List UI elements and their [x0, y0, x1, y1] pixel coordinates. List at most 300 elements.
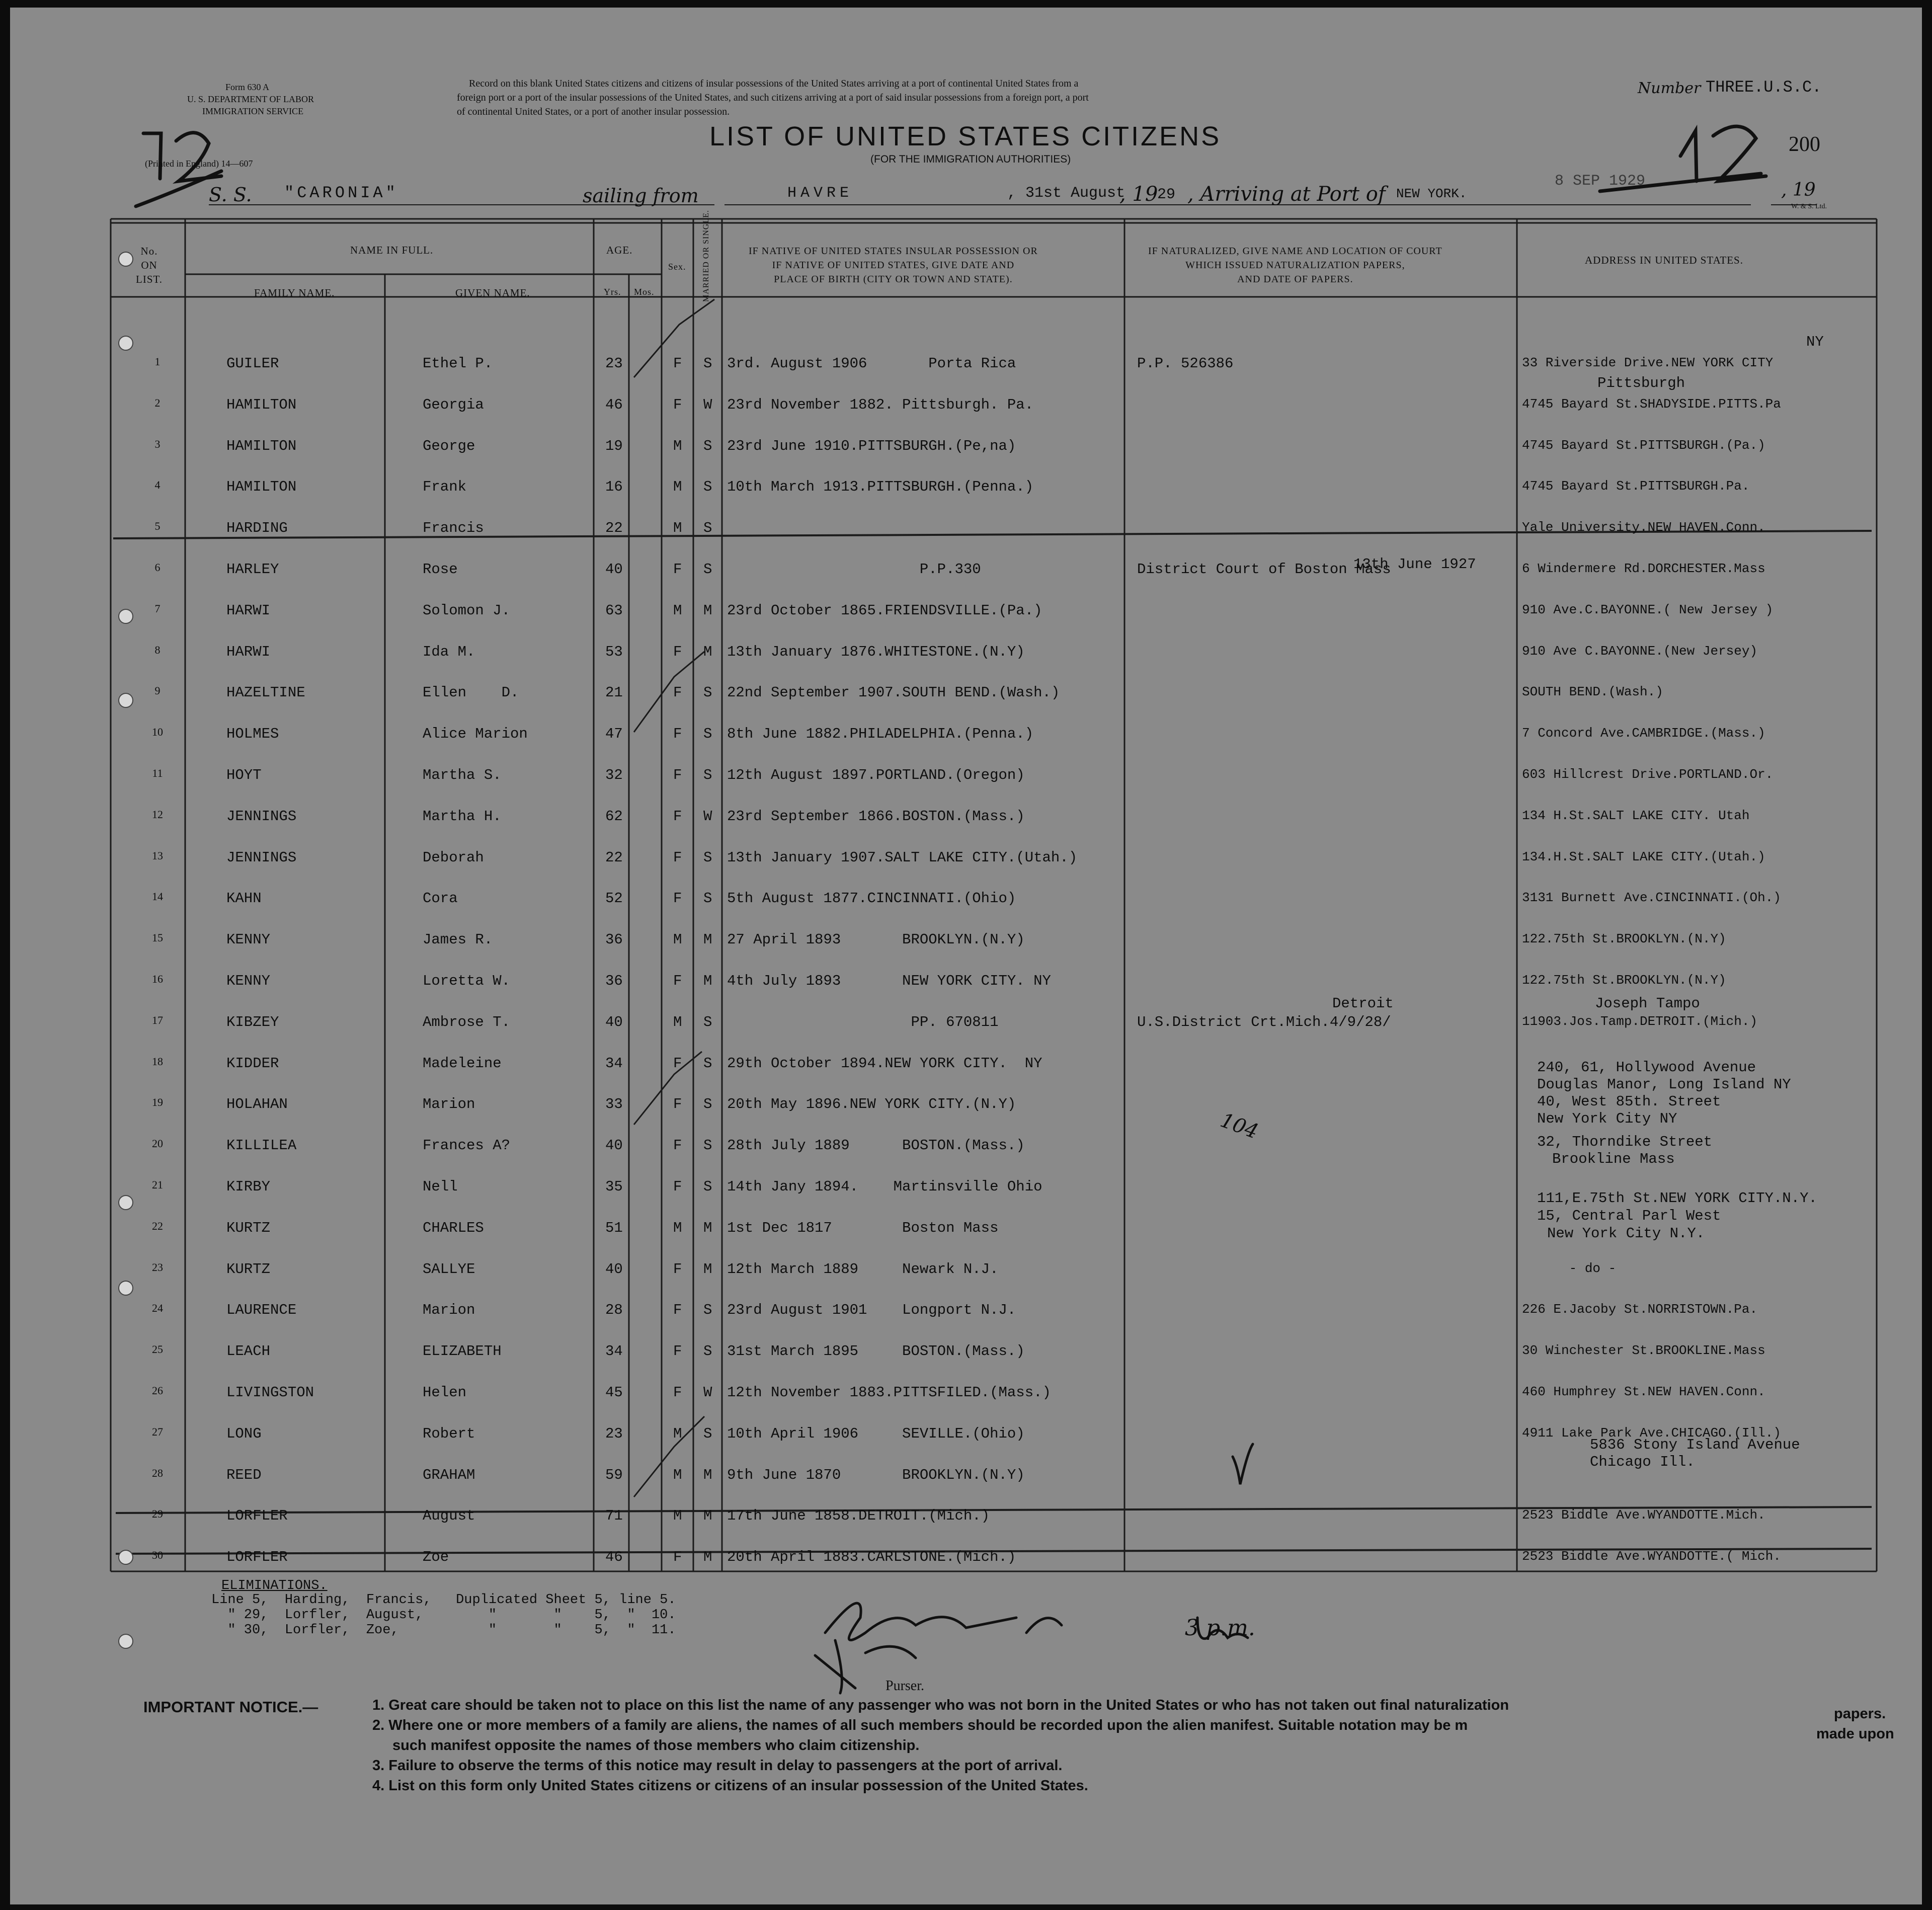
- annotation: New York City N.Y.: [1547, 1225, 1705, 1242]
- cell-no: 26: [152, 1384, 163, 1397]
- cell-sex: F: [673, 355, 682, 372]
- printed-note: (Printed in England) 14—607: [145, 158, 253, 169]
- cell-ms: M: [703, 643, 712, 660]
- cell-sex: F: [673, 1343, 682, 1360]
- cell-sex: F: [673, 1384, 682, 1401]
- cell-family: HARDING: [226, 520, 288, 537]
- cell-given: Zoe: [423, 1549, 449, 1566]
- cell-ms: S: [703, 1425, 712, 1442]
- cell-age: 62: [605, 808, 623, 825]
- notice-overflow: papers.: [1834, 1706, 1886, 1722]
- annotation: 15, Central Parl West: [1537, 1208, 1721, 1224]
- cell-birth: 13th January 1876.WHITESTONE.(N.Y): [727, 643, 1025, 660]
- cell-ms: S: [703, 1055, 712, 1072]
- cell-address: 226 E.Jacoby St.NORRISTOWN.Pa.: [1522, 1302, 1758, 1317]
- cell-ms: S: [703, 355, 712, 372]
- page-subtitle: (FOR THE IMMIGRATION AUTHORITIES): [870, 153, 1071, 165]
- cell-age: 40: [605, 561, 623, 578]
- cell-no: 14: [152, 890, 163, 903]
- punch-hole: [118, 1195, 133, 1210]
- cell-given: Nell: [423, 1178, 458, 1195]
- cell-address: SOUTH BEND.(Wash.): [1522, 684, 1663, 700]
- cell-natur: District Court of Boston Mass: [1137, 561, 1391, 578]
- cell-address: 910 Ave C.BAYONNE.(New Jersey): [1522, 643, 1758, 659]
- cell-given: ELIZABETH: [423, 1343, 502, 1360]
- cell-ms: S: [703, 561, 712, 578]
- cell-family: KENNY: [226, 931, 271, 948]
- cell-sex: F: [673, 973, 682, 989]
- cell-family: LIVINGSTON: [226, 1384, 314, 1401]
- cell-given: Helen: [423, 1384, 467, 1401]
- cell-ms: S: [703, 726, 712, 743]
- cell-sex: F: [673, 1549, 682, 1566]
- cell-birth: 22nd September 1907.SOUTH BEND.(Wash.): [727, 684, 1060, 701]
- cell-address: 122.75th St.BROOKLYN.(N.Y): [1522, 973, 1726, 988]
- notice-label: IMPORTANT NOTICE.—: [143, 1698, 318, 1716]
- cell-address: - do -: [1522, 1260, 1617, 1276]
- annotation: 40, West 85th. Street: [1537, 1093, 1721, 1110]
- cell-family: HOLMES: [226, 726, 279, 743]
- cell-age: 51: [605, 1219, 623, 1236]
- annotation: 104: [1217, 1108, 1261, 1144]
- cell-sex: F: [673, 643, 682, 660]
- cell-ms: S: [703, 1096, 712, 1113]
- cell-given: James R.: [423, 931, 493, 948]
- cell-ms: M: [703, 1466, 712, 1483]
- cell-age: 45: [605, 1384, 623, 1401]
- cell-ms: S: [703, 479, 712, 496]
- header-no-on-list: No. ON LIST.: [136, 245, 163, 285]
- cell-no: 23: [152, 1260, 163, 1274]
- cell-birth: 9th June 1870 BROOKLYN.(N.Y): [727, 1466, 1025, 1483]
- header-name-in-full: NAME IN FULL.: [350, 244, 434, 256]
- cell-no: 13: [152, 849, 163, 862]
- cell-ms: S: [703, 767, 712, 783]
- cell-no: 3: [154, 437, 160, 450]
- cell-sex: F: [673, 767, 682, 783]
- annotation: Douglas Manor, Long Island NY: [1537, 1076, 1791, 1093]
- header-family-name: FAMILY NAME.: [254, 287, 335, 299]
- header-years: Yrs.: [604, 287, 621, 297]
- cell-given: Loretta W.: [423, 973, 511, 989]
- cell-given: Ethel P.: [423, 355, 493, 372]
- cell-family: LAURENCE: [226, 1302, 297, 1319]
- cell-age: 71: [605, 1507, 623, 1525]
- cell-given: Francis: [423, 520, 484, 537]
- cell-age: 46: [605, 1549, 623, 1566]
- header-months: Mos.: [634, 287, 655, 297]
- cell-age: 23: [605, 355, 623, 372]
- cell-sex: M: [673, 437, 682, 454]
- page-number: 200: [1789, 133, 1820, 156]
- cell-age: 52: [605, 890, 623, 907]
- cell-no: 17: [152, 1013, 163, 1026]
- cell-sex: M: [673, 1507, 682, 1525]
- cell-family: HAMILTON: [226, 396, 297, 413]
- cell-family: LORFLER: [226, 1507, 288, 1525]
- cell-ms: M: [703, 1260, 712, 1278]
- cell-ms: S: [703, 520, 712, 537]
- cell-ms: S: [703, 1343, 712, 1360]
- notice-item: such manifest opposite the names of those members who claim citizenship.: [392, 1737, 920, 1754]
- cell-no: 18: [152, 1055, 163, 1068]
- cell-family: HARWI: [226, 643, 271, 660]
- record-instruction-1: Record on this blank United States citizens and citizens of insular possessions of the United States arriving at a port of continental United States from a: [469, 78, 1079, 89]
- cell-given: Cora: [423, 890, 458, 907]
- date-stamp: 8 SEP 1929: [1555, 173, 1646, 190]
- punch-hole: [118, 1634, 133, 1649]
- cell-given: Robert: [423, 1425, 475, 1442]
- cell-birth: 17th June 1858.DETROIT.(Mich.): [727, 1507, 990, 1525]
- eliminations-line: " 29, Lorfler, August, " " 5, " 10.: [211, 1608, 676, 1623]
- cell-address: 122.75th St.BROOKLYN.(N.Y): [1522, 931, 1726, 947]
- annotation: Joseph Tampo: [1595, 995, 1700, 1012]
- cell-age: 36: [605, 973, 623, 989]
- cell-given: Madeleine: [423, 1055, 502, 1072]
- cell-given: Frances A?: [423, 1137, 511, 1154]
- cell-given: Georgia: [423, 396, 484, 413]
- cell-birth: 12th August 1897.PORTLAND.(Oregon): [727, 767, 1025, 783]
- cell-family: KIBZEY: [226, 1013, 279, 1030]
- annotation: Pittsburgh: [1597, 375, 1685, 391]
- cell-no: 22: [152, 1219, 163, 1232]
- header-native: IF NATIVE OF UNITED STATES INSULAR POSSESSION OR IF NATIVE OF UNITED STATES, GIVE DATE AND PLACE OF BIRTH (CITY OR TOWN AND STATE).: [749, 246, 1038, 285]
- cell-age: 40: [605, 1137, 623, 1154]
- header-sex: Sex.: [668, 262, 686, 272]
- cell-no: 19: [152, 1096, 163, 1109]
- year-suffix: , 19: [1781, 180, 1816, 200]
- cell-family: HAMILTON: [226, 479, 297, 496]
- cell-given: Ellen D.: [423, 684, 519, 701]
- cell-no: 24: [152, 1302, 163, 1315]
- cell-given: GRAHAM: [423, 1466, 475, 1483]
- cell-birth: 20th April 1883.CARLSTONE.(Mich.): [727, 1549, 1016, 1566]
- annotation: Chicago Ill.: [1590, 1454, 1695, 1470]
- cell-sex: F: [673, 1055, 682, 1072]
- cell-given: Frank: [423, 479, 467, 496]
- cell-sex: M: [673, 1425, 682, 1442]
- cell-no: 4: [154, 479, 160, 492]
- notice-item: 2. Where one or more members of a family are aliens, the names of all such members should be recorded upon the alien manifest. Suitable notation may be m: [372, 1717, 1468, 1733]
- cell-birth: 1st Dec 1817 Boston Mass: [727, 1219, 999, 1236]
- cell-age: 21: [605, 684, 623, 701]
- notice-item: 3. Failure to observe the terms of this notice may result in delay to passengers at the port of arrival.: [372, 1758, 1063, 1774]
- cell-ms: S: [703, 890, 712, 907]
- cell-birth: 31st March 1895 BOSTON.(Mass.): [727, 1343, 1025, 1360]
- cell-family: HARWI: [226, 602, 271, 619]
- cell-birth: 10th April 1906 SEVILLE.(Ohio): [727, 1425, 1025, 1442]
- annotation: 32, Thorndike Street: [1537, 1134, 1713, 1150]
- cell-address: 3131 Burnett Ave.CINCINNATI.(Oh.): [1522, 890, 1781, 906]
- cell-no: 20: [152, 1137, 163, 1150]
- sailing-from-label: sailing from: [583, 185, 699, 207]
- cell-no: 25: [152, 1343, 163, 1356]
- departure-date: , 31st August: [1007, 185, 1125, 202]
- cell-no: 30: [152, 1549, 163, 1562]
- cell-address: Yale University.NEW HAVEN.Conn.: [1522, 520, 1765, 535]
- cell-sex: F: [673, 684, 682, 701]
- cell-address: 33 Riverside Drive.NEW YORK CITY: [1522, 355, 1774, 370]
- departure-port: HAVRE: [787, 185, 853, 202]
- cell-birth: 4th July 1893 NEW YORK CITY. NY: [727, 973, 1051, 989]
- cell-given: SALLYE: [423, 1260, 475, 1278]
- cell-no: 9: [154, 684, 160, 697]
- cell-family: KAHN: [226, 890, 262, 907]
- cell-address: 134.H.St.SALT LAKE CITY.(Utah.): [1522, 849, 1765, 864]
- cell-birth: 23rd September 1866.BOSTON.(Mass.): [727, 808, 1025, 825]
- punch-hole: [118, 1281, 133, 1296]
- cell-sex: F: [673, 890, 682, 907]
- cell-given: August: [423, 1507, 475, 1525]
- cell-family: KENNY: [226, 973, 271, 989]
- cell-address: 4745 Bayard St.PITTSBURGH.Pa.: [1522, 479, 1750, 494]
- cell-age: 16: [605, 479, 623, 496]
- cell-family: REED: [226, 1466, 262, 1483]
- cell-given: Alice Marion: [423, 726, 528, 743]
- ss-label: S. S.: [209, 184, 252, 206]
- cell-family: LORFLER: [226, 1549, 288, 1566]
- cell-ms: S: [703, 1137, 712, 1154]
- cell-family: GUILER: [226, 355, 279, 372]
- printer-mark: W. & S. Ltd.: [1791, 203, 1827, 210]
- cell-birth: 14th Jany 1894. Martinsville Ohio: [727, 1178, 1042, 1195]
- cell-age: 36: [605, 931, 623, 948]
- cell-sex: F: [673, 1137, 682, 1154]
- annotation: Brookline Mass: [1552, 1151, 1675, 1167]
- cell-ms: S: [703, 1302, 712, 1319]
- cell-given: Ambrose T.: [423, 1013, 511, 1030]
- punch-hole: [118, 252, 133, 267]
- cell-birth: 8th June 1882.PHILADELPHIA.(Penna.): [727, 726, 1034, 743]
- cell-birth: 20th May 1896.NEW YORK CITY.(N.Y): [727, 1096, 1016, 1113]
- cell-given: Marion: [423, 1302, 475, 1319]
- header-naturalized: IF NATURALIZED, GIVE NAME AND LOCATION OF COURT WHICH ISSUED NATURALIZATION PAPERS, AND DATE OF PAPERS.: [1148, 246, 1442, 285]
- punch-hole: [118, 693, 133, 708]
- cell-address: 2523 Biddle Ave.WYANDOTTE.( Mich.: [1522, 1549, 1781, 1564]
- cell-ms: W: [703, 396, 712, 413]
- cell-address: 4745 Bayard St.SHADYSIDE.PITTS.Pa: [1522, 396, 1781, 412]
- cell-ms: S: [703, 437, 712, 454]
- cell-ms: M: [703, 931, 712, 948]
- cell-age: 23: [605, 1425, 623, 1442]
- cell-sex: F: [673, 849, 682, 866]
- cell-sex: F: [673, 726, 682, 743]
- cell-family: KILLILEA: [226, 1137, 297, 1154]
- cell-family: KURTZ: [226, 1260, 271, 1278]
- cell-sex: M: [673, 1466, 682, 1483]
- notice-item: 1. Great care should be taken not to place on this list the name of any passenger who was not born in the United States or who has not taken out final naturalization: [372, 1697, 1509, 1713]
- cell-family: HAZELTINE: [226, 684, 305, 701]
- annotation: Detroit: [1332, 995, 1394, 1012]
- header-married: MARRIED OR SINGLE.: [702, 210, 710, 302]
- cell-age: 59: [605, 1466, 623, 1483]
- cell-ms: M: [703, 1549, 712, 1566]
- annotation: New York City NY: [1537, 1110, 1677, 1127]
- cell-ms: S: [703, 849, 712, 866]
- punch-hole: [118, 336, 133, 351]
- cell-birth: 23rd October 1865.FRIENDSVILLE.(Pa.): [727, 602, 1042, 619]
- annotation: 13th June 1927: [1353, 556, 1476, 573]
- cell-sex: M: [673, 1219, 682, 1236]
- cell-given: Martha H.: [423, 808, 502, 825]
- cell-address: 134 H.St.SALT LAKE CITY. Utah: [1522, 808, 1750, 823]
- number-value: THREE.U.S.C.: [1706, 78, 1822, 97]
- page-title: LIST OF UNITED STATES CITIZENS: [709, 121, 1222, 151]
- cell-ms: M: [703, 1507, 712, 1525]
- annotation: NY: [1806, 334, 1824, 350]
- cell-no: 10: [152, 726, 163, 739]
- cell-address: 6 Windermere Rd.DORCHESTER.Mass: [1522, 561, 1765, 576]
- cell-given: Rose: [423, 561, 458, 578]
- cell-address: 460 Humphrey St.NEW HAVEN.Conn.: [1522, 1384, 1765, 1399]
- cell-family: LEACH: [226, 1343, 271, 1360]
- cell-ms: M: [703, 602, 712, 619]
- service: IMMIGRATION SERVICE: [202, 106, 304, 116]
- cell-family: KURTZ: [226, 1219, 271, 1236]
- record-instruction-2: foreign port or a port of the insular possessions of the United States, and such citizens arriving at a port of said insular possessions from a foreign port, a port: [457, 92, 1089, 103]
- cell-no: 11: [152, 767, 163, 779]
- cell-address: 11903.Jos.Tamp.DETROIT.(Mich.): [1522, 1013, 1758, 1029]
- cell-family: HAMILTON: [226, 437, 297, 454]
- cell-address: 30 Winchester St.BROOKLINE.Mass: [1522, 1343, 1765, 1359]
- department: U. S. DEPARTMENT OF LABOR: [187, 94, 314, 104]
- annotation: 111,E.75th St.NEW YORK CITY.N.Y.: [1537, 1190, 1817, 1207]
- departure-year-suffix: 29: [1157, 186, 1176, 203]
- cell-no: 5: [154, 520, 160, 533]
- cell-birth: 28th July 1889 BOSTON.(Mass.): [727, 1137, 1025, 1154]
- cell-birth: 12th November 1883.PITTSFILED.(Mass.): [727, 1384, 1051, 1401]
- cell-family: HARLEY: [226, 561, 279, 578]
- cell-no: 15: [152, 931, 163, 944]
- notice-item: 4. List on this form only United States citizens or citizens of an insular possession of the United States.: [372, 1778, 1088, 1794]
- cell-age: 22: [605, 849, 623, 866]
- cell-no: 7: [154, 602, 160, 615]
- cell-ms: W: [703, 808, 712, 825]
- cell-sex: M: [673, 479, 682, 496]
- cell-no: 8: [154, 643, 160, 656]
- arriving-label: , Arriving at Port of: [1187, 183, 1386, 206]
- cell-birth: 3rd. August 1906 Porta Rica: [727, 355, 1016, 372]
- cell-family: HOYT: [226, 767, 262, 783]
- punch-hole: [118, 1550, 133, 1565]
- cell-sex: M: [673, 1013, 682, 1030]
- cell-sex: F: [673, 396, 682, 413]
- cell-no: 6: [154, 561, 160, 574]
- header-given-name: GIVEN NAME.: [455, 287, 530, 299]
- cell-sex: F: [673, 1096, 682, 1113]
- cell-birth: 10th March 1913.PITTSBURGH.(Penna.): [727, 479, 1034, 496]
- cell-sex: F: [673, 1260, 682, 1278]
- cell-birth: 5th August 1877.CINCINNATI.(Ohio): [727, 890, 1016, 907]
- cell-address: 7 Concord Ave.CAMBRIDGE.(Mass.): [1522, 726, 1765, 741]
- cell-sex: M: [673, 520, 682, 537]
- cell-sex: F: [673, 808, 682, 825]
- cell-age: 40: [605, 1260, 623, 1278]
- form-number: Form 630 A: [225, 82, 270, 92]
- eliminations-line: " 30, Lorfler, Zoe, " " 5, " 11.: [211, 1623, 676, 1638]
- record-instruction-3: of continental United States, or a port of another insular possession.: [457, 106, 730, 117]
- cell-sex: M: [673, 602, 682, 619]
- cell-birth: 23rd August 1901 Longport N.J.: [727, 1302, 1016, 1319]
- punch-hole: [118, 609, 133, 624]
- cell-sex: F: [673, 1178, 682, 1195]
- cell-natur: P.P. 526386: [1137, 355, 1234, 372]
- cell-given: Marion: [423, 1096, 475, 1113]
- header-address: ADDRESS IN UNITED STATES.: [1585, 254, 1743, 266]
- cell-birth: 12th March 1889 Newark N.J.: [727, 1260, 999, 1278]
- cell-ms: W: [703, 1384, 712, 1401]
- cell-family: KIRBY: [226, 1178, 271, 1195]
- cell-ms: M: [703, 973, 712, 989]
- cell-no: 16: [152, 973, 163, 985]
- cell-age: 34: [605, 1343, 623, 1360]
- cell-age: 47: [605, 726, 623, 743]
- cell-family: KIDDER: [226, 1055, 279, 1072]
- cell-no: 27: [152, 1425, 163, 1438]
- notice-overflow: made upon: [1816, 1726, 1894, 1742]
- cell-birth: PP. 670811: [727, 1013, 999, 1030]
- cell-no: 12: [152, 808, 163, 821]
- cell-sex: F: [673, 561, 682, 578]
- document-page: [10, 8, 1922, 1904]
- cell-given: Martha S.: [423, 767, 502, 783]
- ship-name: "CARONIA": [284, 184, 398, 202]
- cell-age: 46: [605, 396, 623, 413]
- cell-no: 1: [154, 355, 160, 368]
- cell-given: Solomon J.: [423, 602, 511, 619]
- annotation: 5836 Stony Island Avenue: [1590, 1437, 1800, 1453]
- cell-birth: 23rd June 1910.PITTSBURGH.(Pe,na): [727, 437, 1016, 454]
- cell-sex: M: [673, 931, 682, 948]
- cell-age: 34: [605, 1055, 623, 1072]
- handwritten-time: 3 p.m.: [1185, 1615, 1255, 1641]
- cell-family: LONG: [226, 1425, 262, 1442]
- cell-ms: M: [703, 1219, 712, 1236]
- purser-label: Purser.: [886, 1678, 924, 1694]
- number-label: Number: [1638, 79, 1701, 97]
- cell-address: 910 Ave.C.BAYONNE.( New Jersey ): [1522, 602, 1774, 617]
- cell-age: 33: [605, 1096, 623, 1113]
- cell-given: Ida M.: [423, 643, 475, 660]
- cell-given: CHARLES: [423, 1219, 484, 1236]
- cell-given: Deborah: [423, 849, 484, 866]
- cell-family: JENNINGS: [226, 849, 297, 866]
- cell-no: 29: [152, 1507, 163, 1521]
- cell-family: HOLAHAN: [226, 1096, 288, 1113]
- cell-birth: 23rd November 1882. Pittsburgh. Pa.: [727, 396, 1034, 413]
- cell-age: 63: [605, 602, 623, 619]
- header-age: AGE.: [606, 244, 633, 256]
- cell-address: 4745 Bayard St.PITTSBURGH.(Pa.): [1522, 437, 1765, 453]
- annotation: 240, 61, Hollywood Avenue: [1537, 1059, 1756, 1076]
- cell-birth: 27 April 1893 BROOKLYN.(N.Y): [727, 931, 1025, 948]
- cell-address: 2523 Biddle Ave.WYANDOTTE.Mich.: [1522, 1507, 1765, 1523]
- cell-age: 53: [605, 643, 623, 660]
- cell-no: 28: [152, 1466, 163, 1479]
- departure-year: , 19: [1119, 183, 1158, 206]
- cell-natur: U.S.District Crt.Mich.4/9/28/: [1137, 1013, 1391, 1030]
- arrival-port: NEW YORK.: [1396, 186, 1467, 201]
- eliminations-line: Line 5, Harding, Francis, Duplicated Sheet 5, line 5.: [211, 1593, 676, 1608]
- cell-no: 21: [152, 1178, 163, 1191]
- cell-birth: P.P.330: [727, 561, 981, 578]
- cell-address: 4911 Lake Park Ave.CHICAGO.(Ill.): [1522, 1425, 1781, 1441]
- cell-no: 2: [154, 396, 160, 409]
- cell-age: 40: [605, 1013, 623, 1030]
- cell-address: 603 Hillcrest Drive.PORTLAND.Or.: [1522, 767, 1774, 782]
- cell-birth: 13th January 1907.SALT LAKE CITY.(Utah.): [727, 849, 1078, 866]
- cell-family: JENNINGS: [226, 808, 297, 825]
